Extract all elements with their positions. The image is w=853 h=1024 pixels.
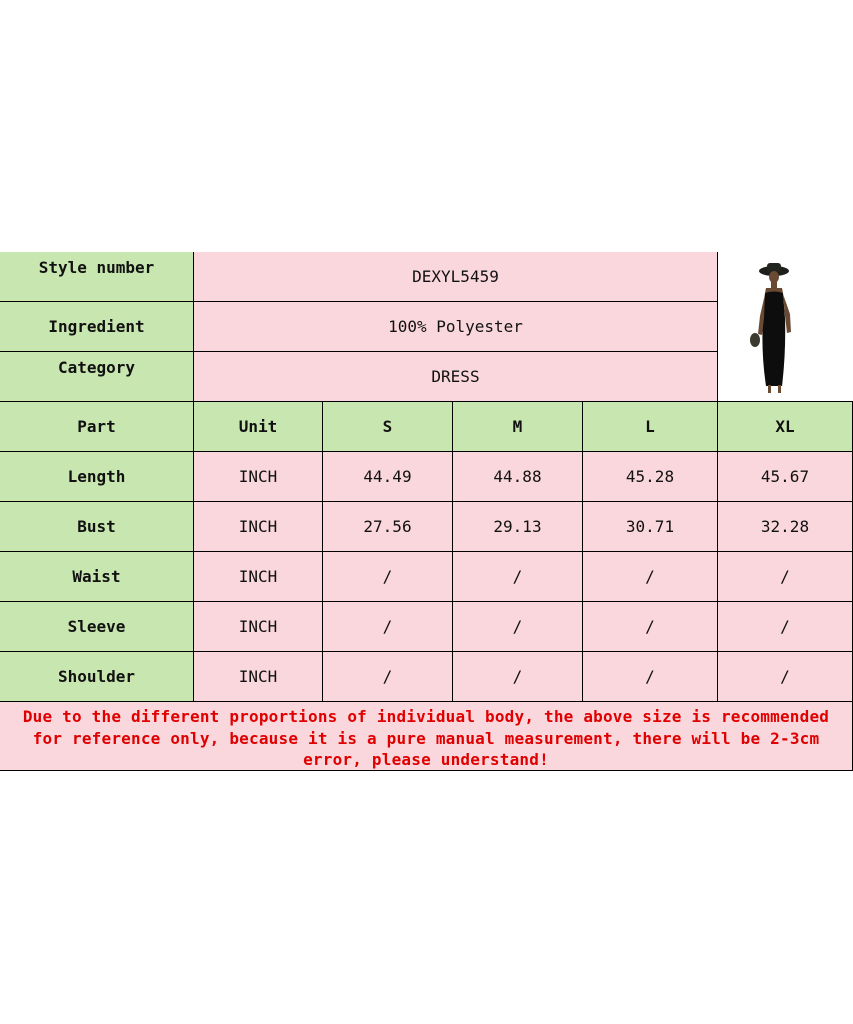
row-l: /: [583, 652, 718, 702]
row-m: /: [453, 602, 583, 652]
header-unit: Unit: [194, 402, 323, 452]
style-number-value: DEXYL5459: [194, 252, 718, 302]
category-value: DRESS: [194, 352, 718, 402]
row-m: 44.88: [453, 452, 583, 502]
size-chart: [0, 252, 853, 771]
row-xl: 45.67: [718, 452, 853, 502]
style-number-label: Style number: [0, 252, 194, 302]
row-s: 27.56: [323, 502, 453, 552]
row-part: Waist: [0, 552, 194, 602]
row-l: 30.71: [583, 502, 718, 552]
row-unit: INCH: [194, 652, 323, 702]
row-m: 29.13: [453, 502, 583, 552]
row-l: 45.28: [583, 452, 718, 502]
ingredient-label: Ingredient: [0, 302, 194, 352]
row-part: Sleeve: [0, 602, 194, 652]
row-part: Length: [0, 452, 194, 502]
row-unit: INCH: [194, 552, 323, 602]
row-unit: INCH: [194, 502, 323, 552]
row-s: /: [323, 652, 453, 702]
measurement-disclaimer: Due to the different proportions of individual body, the above size is recommended for reference only, because it is a pure manual measurement, there will be 2-3cm error, please understand!: [0, 702, 853, 771]
ingredient-value: 100% Polyester: [194, 302, 718, 352]
row-l: /: [583, 602, 718, 652]
row-part: Shoulder: [0, 652, 194, 702]
header-xl: XL: [718, 402, 853, 452]
row-s: 44.49: [323, 452, 453, 502]
row-s: /: [323, 602, 453, 652]
row-unit: INCH: [194, 602, 323, 652]
row-xl: /: [718, 602, 853, 652]
row-unit: INCH: [194, 452, 323, 502]
header-m: M: [453, 402, 583, 452]
row-xl: /: [718, 552, 853, 602]
row-xl: 32.28: [718, 502, 853, 552]
row-m: /: [453, 552, 583, 602]
header-l: L: [583, 402, 718, 452]
header-s: S: [323, 402, 453, 452]
model-dress-image: [722, 258, 837, 397]
row-xl: /: [718, 652, 853, 702]
category-label: Category: [0, 352, 194, 402]
row-l: /: [583, 552, 718, 602]
row-m: /: [453, 652, 583, 702]
product-photo: [718, 252, 853, 402]
header-part: Part: [0, 402, 194, 452]
row-part: Bust: [0, 502, 194, 552]
row-s: /: [323, 552, 453, 602]
